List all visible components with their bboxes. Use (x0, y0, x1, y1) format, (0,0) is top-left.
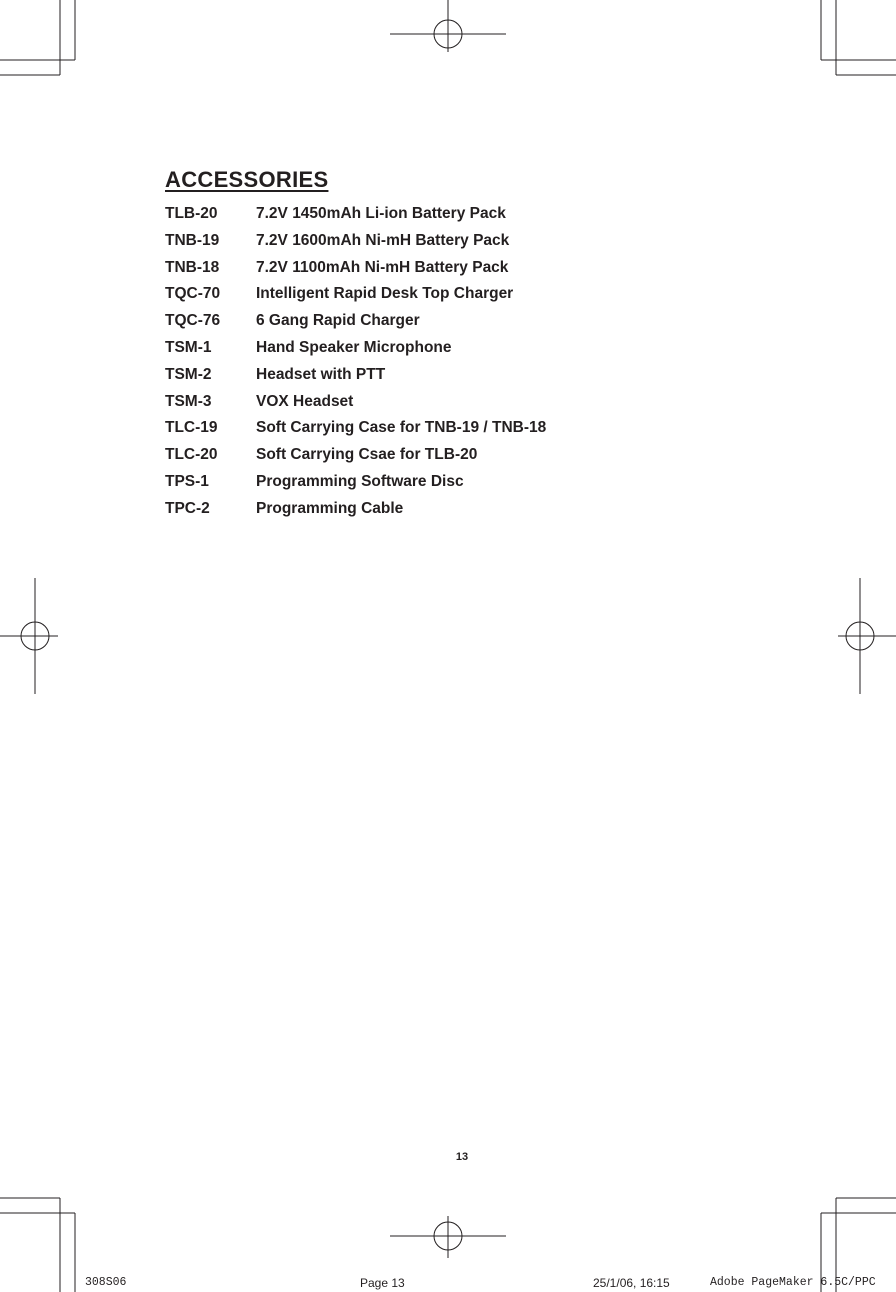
accessory-code: TLC-19 (165, 419, 218, 437)
list-item (165, 281, 546, 308)
accessory-description: Programming Software Disc (256, 472, 464, 490)
accessory-description: Intelligent Rapid Desk Top Charger (256, 285, 514, 303)
accessory-code: TNB-19 (165, 231, 220, 249)
accessory-description: 6 Gang Rapid Charger (256, 312, 420, 330)
accessory-description: VOX Headset (256, 392, 354, 410)
list-item (165, 442, 546, 469)
slug-application: Adobe PageMaker 6.5C/PPC (710, 1276, 876, 1289)
slug-page: Page 13 (360, 1276, 405, 1290)
accessory-description: Headset with PTT (256, 365, 386, 383)
list-item (165, 362, 546, 389)
list-item (165, 201, 546, 228)
list-item (165, 228, 546, 255)
accessory-description: Hand Speaker Microphone (256, 338, 452, 356)
slug-job: 308S06 (85, 1276, 127, 1289)
page-number: 13 (455, 1151, 469, 1163)
accessory-code: TLB-20 (165, 205, 218, 222)
accessory-description: 7.2V 1100mAh Ni-mH Battery Pack (256, 258, 509, 276)
list-item (165, 255, 546, 282)
page-title: ACCESSORIES (165, 167, 329, 192)
accessory-code: TQC-76 (165, 312, 221, 330)
accessory-description: 7.2V 1450mAh Li-ion Battery Pack (256, 205, 506, 222)
list-item (165, 415, 546, 442)
accessory-code: TPS-1 (165, 472, 209, 490)
accessory-description: Programming Cable (256, 499, 404, 517)
accessory-description: Soft Carrying Csae for TLB-20 (256, 446, 478, 464)
accessory-code: TQC-70 (165, 285, 221, 303)
accessories-list (165, 201, 546, 523)
accessory-code: TPC-2 (165, 499, 210, 517)
accessory-code: TLC-20 (165, 446, 218, 464)
list-item (165, 335, 546, 362)
accessory-code: TSM-2 (165, 365, 212, 383)
list-item (165, 469, 546, 496)
accessory-description: Soft Carrying Case for TNB-19 / TNB-18 (256, 419, 547, 437)
list-item (165, 308, 546, 335)
slug-datetime: 25/1/06, 16:15 (593, 1276, 670, 1290)
accessory-code: TNB-18 (165, 258, 220, 276)
accessory-code: TSM-3 (165, 392, 212, 410)
accessory-code: TSM-1 (165, 338, 212, 356)
list-item (165, 389, 546, 416)
accessory-description: 7.2V 1600mAh Ni-mH Battery Pack (256, 231, 510, 249)
list-item (165, 496, 546, 523)
